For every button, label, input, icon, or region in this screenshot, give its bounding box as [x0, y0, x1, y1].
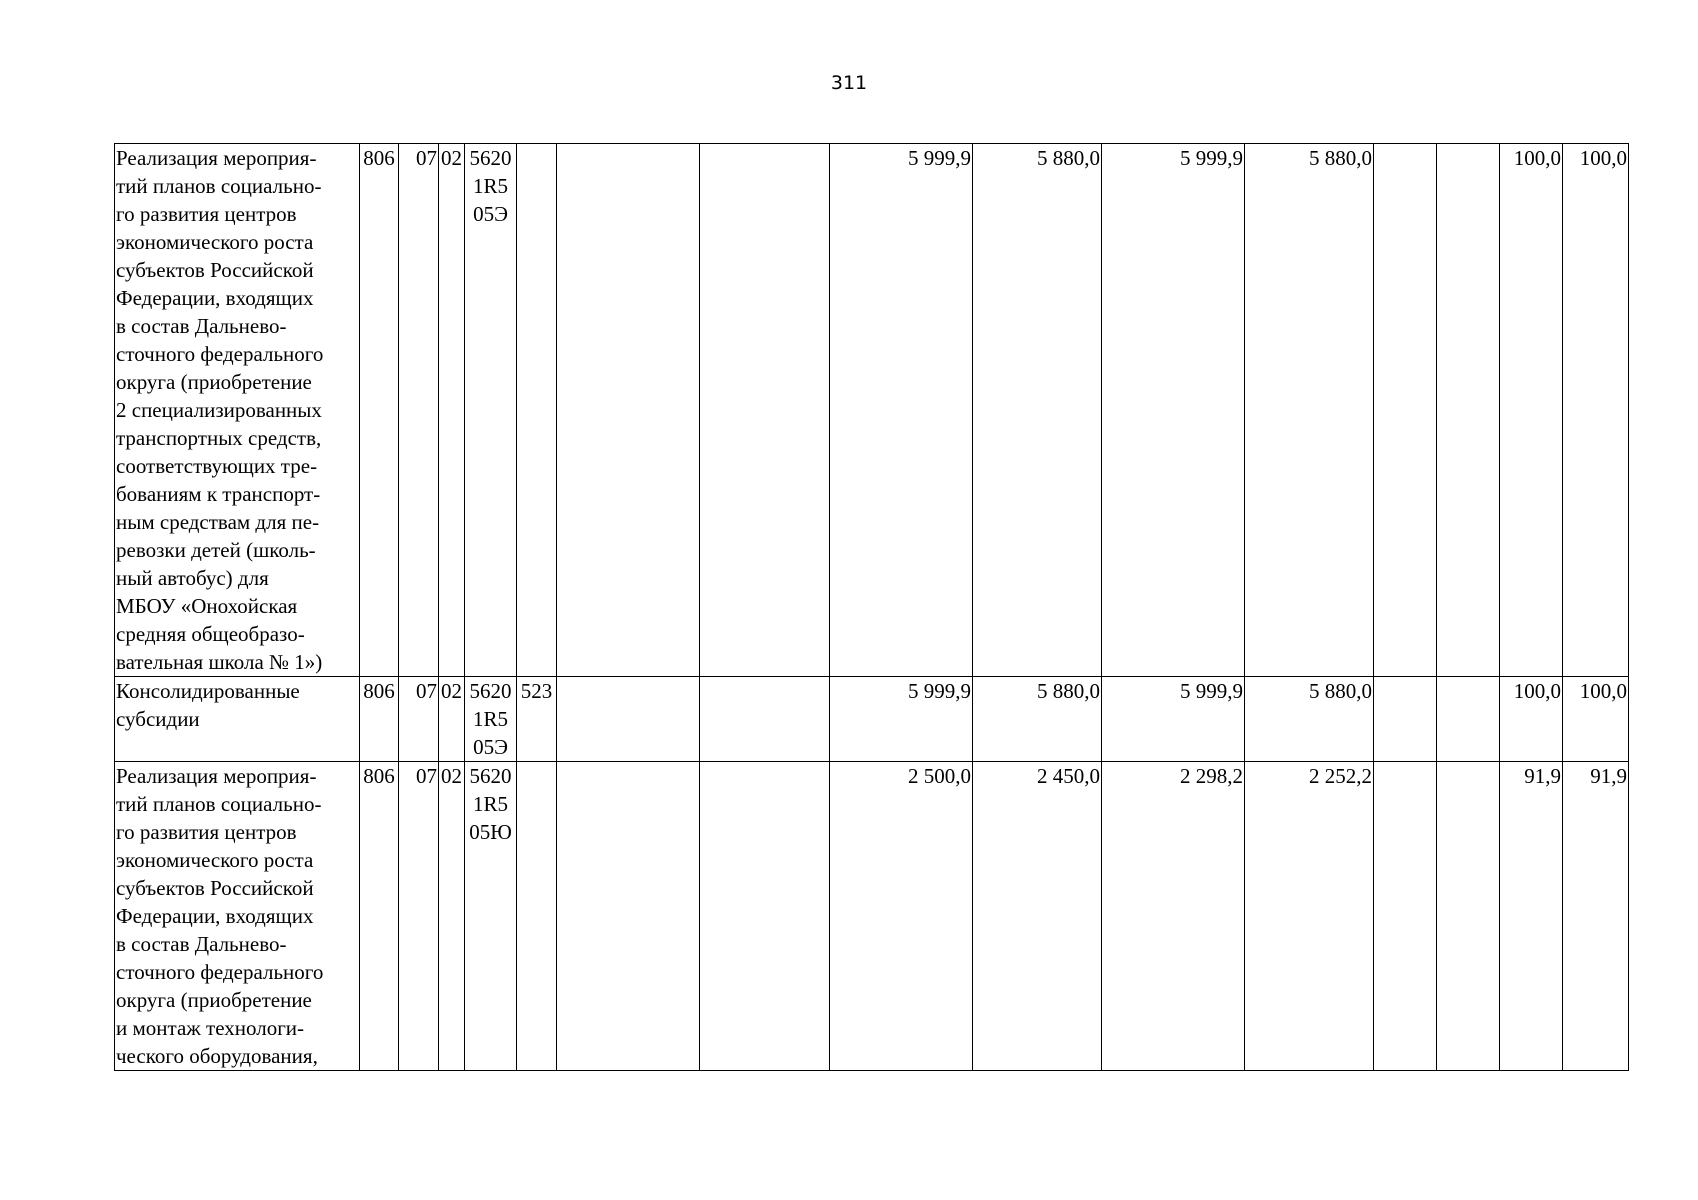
item-name-line: го развития центров [116, 202, 297, 226]
page-number: 311 [830, 72, 868, 94]
expense-type-cell [517, 762, 557, 1071]
target-article-line: 1R5 [472, 707, 508, 731]
ministry-code-cell: 806 [360, 762, 399, 1071]
item-name-cell [115, 144, 360, 677]
empty-cell [1437, 144, 1500, 677]
item-name-line: ным средствам для пе- [116, 510, 320, 534]
section-code-cell: 07 [399, 762, 439, 1071]
item-name-line: округа (приобретение [116, 988, 312, 1012]
expense-type-cell: 523 [517, 677, 557, 762]
item-name-line: вательная школа № 1») [116, 650, 323, 674]
item-name-line: в состав Дальнево- [116, 932, 287, 956]
item-name-line: 2 специализированных [116, 398, 322, 422]
target-article-line: 1R5 [472, 792, 508, 816]
subsection-code-cell: 02 [439, 762, 465, 1071]
empty-cell [700, 144, 830, 677]
table-row [115, 677, 1629, 762]
percent-cell: 100,0 [1500, 677, 1563, 762]
amount-cell: 5 999,9 [830, 677, 973, 762]
item-name-line: субсидии [116, 707, 200, 731]
item-name-line: ревозки детей (школь- [116, 538, 316, 562]
item-name-line: субъектов Российской [116, 876, 314, 900]
item-name-cell [115, 762, 360, 1071]
target-article-line: 05Э [473, 735, 508, 759]
amount-cell: 2 298,2 [1102, 762, 1245, 1071]
target-article-cell [465, 677, 517, 762]
target-article-line: 05Ю [469, 820, 512, 844]
expense-type-cell [517, 144, 557, 677]
ministry-code-cell: 806 [360, 144, 399, 677]
item-name-line: ный автобус) для [116, 566, 269, 590]
percent-cell: 91,9 [1563, 762, 1629, 1071]
percent-cell: 100,0 [1563, 677, 1629, 762]
empty-cell [1374, 144, 1437, 677]
item-name-line: Федерации, входящих [116, 904, 314, 928]
amount-cell: 2 252,2 [1245, 762, 1374, 1071]
target-article-line: 5620 [469, 764, 512, 788]
amount-cell: 5 999,9 [1102, 677, 1245, 762]
item-name-line: Консолидированные [116, 679, 300, 703]
target-article-cell [465, 144, 517, 677]
empty-cell [557, 677, 700, 762]
table-row [115, 144, 1629, 677]
item-name-line: экономического роста [116, 230, 314, 254]
subsection-code-cell: 02 [439, 144, 465, 677]
item-name-line: Реализация мероприя- [116, 146, 317, 170]
target-article-cell [465, 762, 517, 1071]
item-name-line: ческого оборудования, [116, 1044, 318, 1068]
item-name-line: бованиям к транспорт- [116, 482, 321, 506]
empty-cell [700, 677, 830, 762]
empty-cell [1437, 762, 1500, 1071]
amount-cell: 5 880,0 [1245, 677, 1374, 762]
item-name-line: в состав Дальнево- [116, 314, 287, 338]
table-body [115, 144, 1629, 1071]
amount-cell: 5 999,9 [830, 144, 973, 677]
section-code-cell: 07 [399, 677, 439, 762]
target-article-line: 5620 [469, 679, 512, 703]
percent-cell: 91,9 [1500, 762, 1563, 1071]
percent-cell: 100,0 [1563, 144, 1629, 677]
empty-cell [700, 762, 830, 1071]
item-name-line: го развития центров [116, 820, 297, 844]
item-name-line: Федерации, входящих [116, 286, 314, 310]
item-name-line: соответствующих тре- [116, 454, 318, 478]
amount-cell: 5 880,0 [973, 677, 1102, 762]
item-name-line: сточного федерального [116, 960, 324, 984]
item-name-line: округа (приобретение [116, 370, 312, 394]
amount-cell: 5 880,0 [1245, 144, 1374, 677]
empty-cell [1374, 677, 1437, 762]
amount-cell: 2 500,0 [830, 762, 973, 1071]
amount-cell: 5 880,0 [973, 144, 1102, 677]
budget-table [114, 143, 1629, 1071]
subsection-code-cell: 02 [439, 677, 465, 762]
item-name-line: МБОУ «Онохойская [116, 594, 298, 618]
item-name-line: тий планов социально- [116, 174, 322, 198]
target-article-line: 05Э [473, 202, 508, 226]
item-name-line: транспортных средств, [116, 426, 322, 450]
section-code-cell: 07 [399, 144, 439, 677]
item-name-line: экономического роста [116, 848, 314, 872]
empty-cell [1437, 677, 1500, 762]
item-name-line: Реализация мероприя- [116, 764, 317, 788]
item-name-line: и монтаж технологи- [116, 1016, 305, 1040]
target-article-line: 5620 [469, 146, 512, 170]
item-name-line: средняя общеобразо- [116, 622, 305, 646]
ministry-code-cell: 806 [360, 677, 399, 762]
item-name-line: тий планов социально- [116, 792, 322, 816]
percent-cell: 100,0 [1500, 144, 1563, 677]
item-name-cell [115, 677, 360, 762]
amount-cell: 2 450,0 [973, 762, 1102, 1071]
empty-cell [1374, 762, 1437, 1071]
amount-cell: 5 999,9 [1102, 144, 1245, 677]
item-name-line: субъектов Российской [116, 258, 314, 282]
item-name-line: сточного федерального [116, 342, 324, 366]
table-row [115, 762, 1629, 1071]
empty-cell [557, 144, 700, 677]
empty-cell [557, 762, 700, 1071]
target-article-line: 1R5 [472, 174, 508, 198]
